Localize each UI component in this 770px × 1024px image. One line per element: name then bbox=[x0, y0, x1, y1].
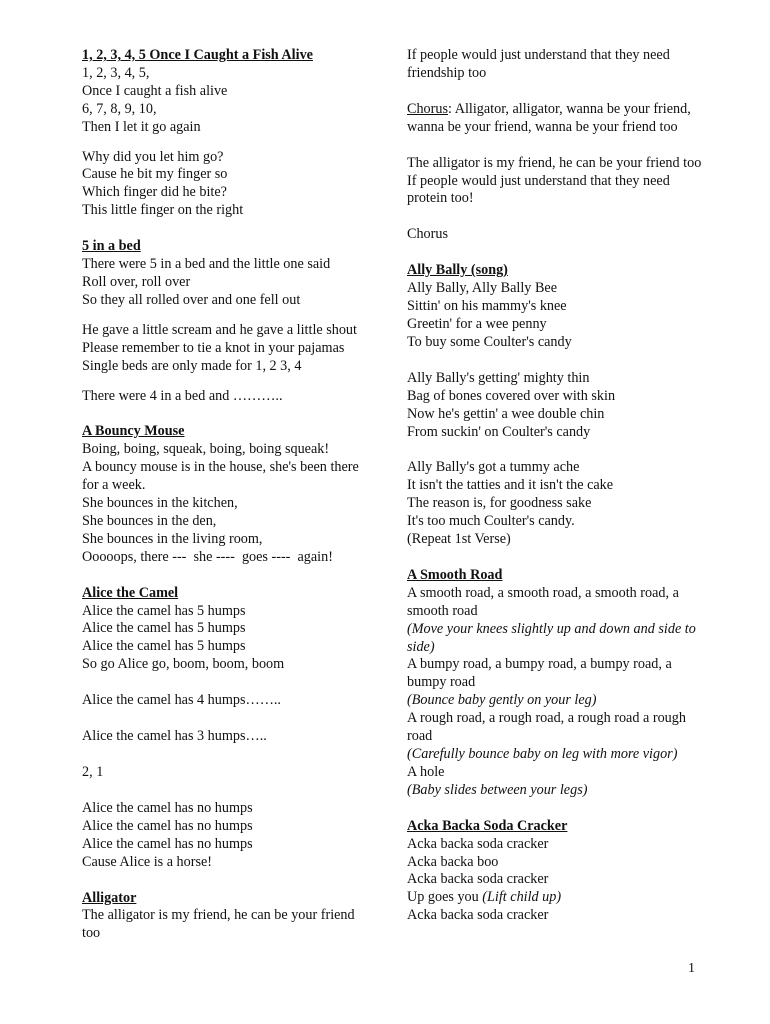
lyric-line: Cause he bit my finger so bbox=[82, 166, 228, 183]
lyric-line: It's too much Coulter's candy. bbox=[407, 513, 575, 530]
lyric-line: Why did you let him go? bbox=[82, 148, 224, 165]
chorus-line bbox=[407, 101, 707, 137]
lyric-line: Roll over, roll over bbox=[82, 273, 191, 290]
lyric-line: A hole bbox=[407, 763, 445, 780]
lyric-line: Acka backa soda cracker bbox=[407, 835, 549, 852]
lyric-line: Boing, boing, squeak, boing, boing squeak! bbox=[82, 441, 330, 458]
lyric-line: Single beds are only made for 1, 2 3, 4 bbox=[82, 357, 302, 374]
lyric-line: He gave a little scream and he gave a little shout bbox=[82, 321, 357, 338]
lyric-line: The reason is, for goodness sake bbox=[407, 495, 592, 512]
lyric-line: Acka backa soda cracker bbox=[407, 907, 549, 924]
lyric-line: Which finger did he bite? bbox=[82, 184, 227, 201]
action-note: (Lift child up) bbox=[482, 889, 562, 906]
song-five-in-bed bbox=[82, 238, 372, 405]
lyric-line: Alice the camel has 3 humps….. bbox=[82, 728, 267, 745]
lyric-line: (Repeat 1st Verse) bbox=[407, 531, 511, 548]
lyric-line: The alligator is my friend, he can be your friend too bbox=[82, 907, 355, 942]
song-fish bbox=[82, 47, 372, 220]
lyric-line: Ally Bally's got a tummy ache bbox=[407, 459, 580, 476]
lyric-line: It isn't the tatties and it isn't the cake bbox=[407, 477, 614, 494]
lyric-line: Alice the camel has no humps bbox=[82, 799, 253, 816]
lyric-line: Please remember to tie a knot in your pajamas bbox=[82, 339, 345, 356]
lyric-line: Then I let it go again bbox=[82, 118, 201, 135]
lyric-line: Sittin' on his mammy's knee bbox=[407, 298, 567, 315]
lyric-line: Cause Alice is a horse! bbox=[82, 853, 213, 870]
lyric-line: A smooth road, a smooth road, a smooth road, a smooth road bbox=[407, 584, 679, 619]
lyric-line: Alice the camel has 5 humps bbox=[82, 638, 246, 655]
song-alligator bbox=[82, 890, 372, 944]
song-smooth-road bbox=[407, 567, 707, 800]
song-title: A Smooth Road bbox=[407, 566, 503, 583]
song-bouncy-mouse bbox=[82, 423, 372, 566]
lyric-line: Ooooops, there --- she ---- goes ---- again! bbox=[82, 548, 333, 565]
lyric-line: Ally Bally, Ally Bally Bee bbox=[407, 280, 558, 297]
lyric-line: So they all rolled over and one fell out bbox=[82, 291, 301, 308]
right-column bbox=[407, 47, 707, 925]
lyric-line: Alice the camel has 4 humps…….. bbox=[82, 692, 281, 709]
lyric-line: Alice the camel has 5 humps bbox=[82, 620, 246, 637]
page-number: 1 bbox=[688, 961, 695, 976]
lyric-line: She bounces in the kitchen, bbox=[82, 495, 238, 512]
lyric-line: Acka backa soda cracker bbox=[407, 871, 549, 888]
lyric-line: She bounces in the den, bbox=[82, 512, 217, 529]
lyric-line: There were 5 in a bed and the little one said bbox=[82, 256, 331, 273]
lyric-line: This little finger on the right bbox=[82, 202, 244, 219]
lyric-line bbox=[407, 889, 707, 907]
chorus-label: Chorus bbox=[407, 100, 448, 117]
song-title: Ally Bally (song) bbox=[407, 262, 508, 279]
lyric-line: From suckin' on Coulter's candy bbox=[407, 423, 591, 440]
action-note: (Bounce baby gently on your leg) bbox=[407, 692, 597, 709]
lyric-line: So go Alice go, boom, boom, boom bbox=[82, 656, 285, 673]
lyric-line: Once I caught a fish alive bbox=[82, 82, 228, 99]
chorus-text: : Alligator, alligator, wanna be your friend, wanna be your friend, wanna be your friend too bbox=[407, 100, 691, 135]
lyric-line: Bag of bones covered over with skin bbox=[407, 387, 616, 404]
song-title: Acka Backa Soda Cracker bbox=[407, 817, 568, 834]
action-note: (Baby slides between your legs) bbox=[407, 781, 588, 798]
left-column bbox=[82, 47, 372, 943]
song-title: Alligator bbox=[82, 889, 137, 906]
song-title: Alice the Camel bbox=[82, 584, 179, 601]
song-acka-backa bbox=[407, 818, 707, 925]
lyric-line: 6, 7, 8, 9, 10, bbox=[82, 100, 157, 117]
song-title: 5 in a bed bbox=[82, 238, 141, 255]
lyric-line: A bumpy road, a bumpy road, a bumpy road, a bumpy road bbox=[407, 656, 672, 691]
lyric-line: Alice the camel has 5 humps bbox=[82, 602, 246, 619]
song-alice-camel bbox=[82, 585, 372, 872]
lyric-line: A bouncy mouse is in the house, she's been there for a week. bbox=[82, 459, 359, 494]
lyric-line: Alice the camel has no humps bbox=[82, 835, 253, 852]
lyric-text: Up goes you bbox=[407, 889, 483, 906]
lyric-line: Ally Bally's getting' mighty thin bbox=[407, 369, 590, 386]
action-note: (Carefully bounce baby on leg with more vigor) bbox=[407, 746, 678, 762]
lyric-line: To buy some Coulter's candy bbox=[407, 333, 572, 350]
action-note: (Move your knees slightly up and down and side to side) bbox=[407, 620, 696, 655]
lyric-line: Chorus bbox=[407, 226, 448, 243]
lyric-line: Greetin' for a wee penny bbox=[407, 315, 547, 332]
lyric-line: A rough road, a rough road, a rough road a rough road bbox=[407, 710, 686, 745]
song-title: 1, 2, 3, 4, 5 Once I Caught a Fish Alive bbox=[82, 47, 313, 63]
song-ally-bally bbox=[407, 262, 707, 549]
lyric-line: The alligator is my friend, he can be your friend too bbox=[407, 154, 702, 171]
lyric-line: If people would just understand that they need friendship too bbox=[407, 47, 670, 81]
lyric-line: 2, 1 bbox=[82, 764, 104, 780]
lyric-line: Acka backa boo bbox=[407, 853, 499, 870]
lyric-line: There were 4 in a bed and ……….. bbox=[82, 387, 283, 404]
song-alligator-continued bbox=[407, 47, 707, 244]
lyric-line: Now he's gettin' a wee double chin bbox=[407, 405, 605, 422]
lyric-line: She bounces in the living room, bbox=[82, 530, 263, 547]
lyric-line: Alice the camel has no humps bbox=[82, 817, 253, 834]
song-title: A Bouncy Mouse bbox=[82, 423, 185, 440]
lyric-line: If people would just understand that they need protein too! bbox=[407, 172, 670, 207]
lyric-line: 1, 2, 3, 4, 5, bbox=[82, 64, 150, 81]
